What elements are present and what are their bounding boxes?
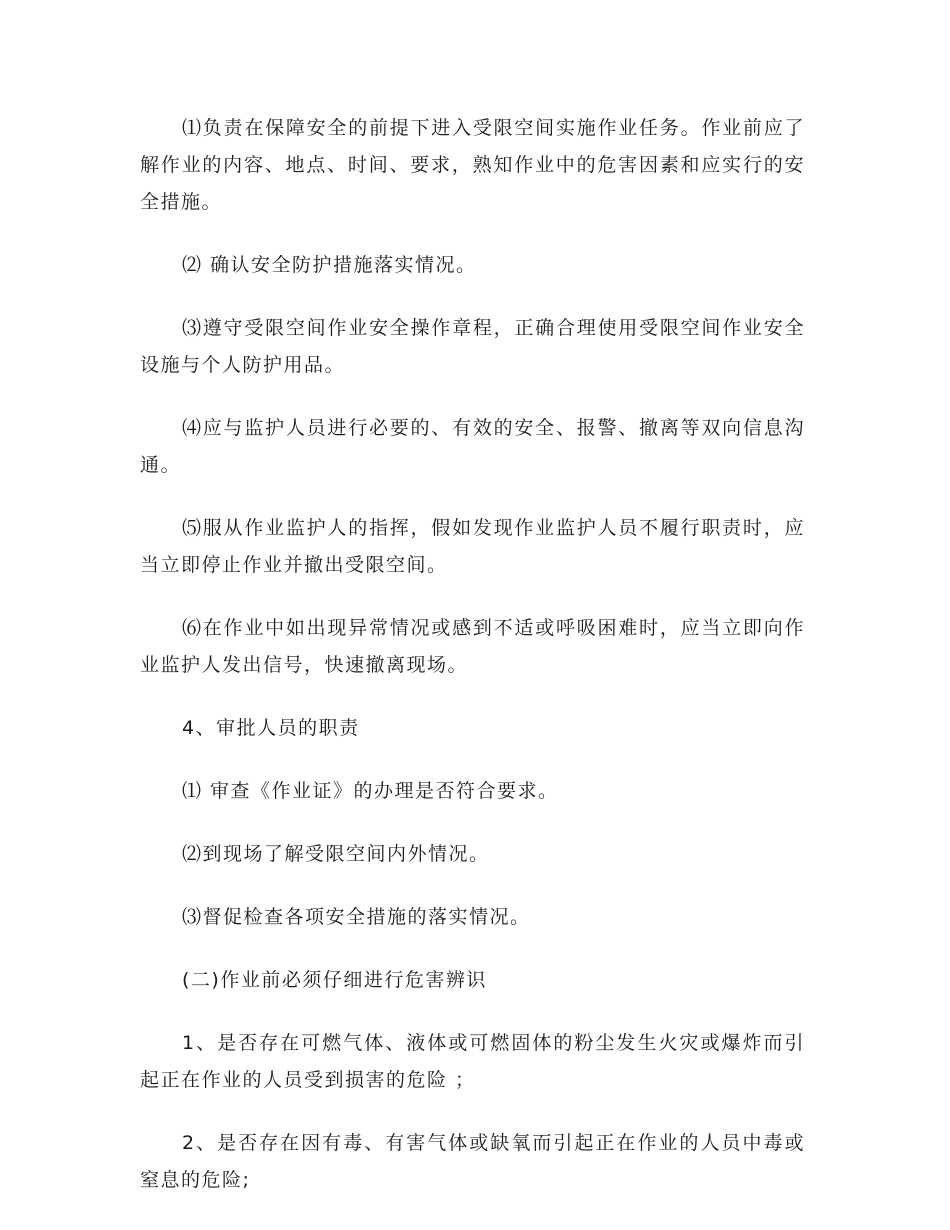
- paragraph-worker-duty-5: ⑸服从作业监护人的指挥，假如发现作业监护人员不履行职责时，应当立即停止作业并撤出受限空间。: [140, 517, 805, 576]
- paragraph-hazard-2: 2、是否存在因有毒、有害气体或缺氧而引起正在作业的人员中毒或窒息的危险;: [140, 1132, 805, 1191]
- paragraph-worker-duty-1: ⑴负责在保障安全的前提下进入受限空间实施作业任务。作业前应了解作业的内容、地点、时间、要求，熟知作业中的危害因素和应实行的安全措施。: [140, 117, 805, 213]
- paragraph-approver-duty-1: ⑴ 审查《作业证》的办理是否符合要求。: [182, 780, 559, 802]
- section-heading-hazard-identification: (二)作业前必须仔细进行危害辨识: [182, 969, 487, 991]
- paragraph-worker-duty-2: ⑵ 确认安全防护措施落实情况。: [182, 254, 477, 276]
- paragraph-hazard-1: 1、是否存在可燃气体、液体或可燃固体的粉尘发生火灾或爆炸而引起正在作业的人员受到损害的危险 ；: [140, 1032, 805, 1091]
- paragraph-worker-duty-6: ⑹在作业中如出现异常情况或感到不适或呼吸困难时，应当立即向作业监护人发出信号，快速撤离现场。: [140, 617, 805, 676]
- section-heading-approver-duties: 4、审批人员的职责: [182, 717, 360, 739]
- paragraph-worker-duty-4: ⑷应与监护人员进行必要的、有效的安全、报警、撤离等双向信息沟通。: [140, 417, 805, 476]
- document-body: [140, 110, 805, 1225]
- paragraph-worker-duty-3: ⑶遵守受限空间作业安全操作章程，正确合理使用受限空间作业安全设施与个人防护用品。: [140, 317, 805, 376]
- paragraph-approver-duty-3: ⑶督促检查各项安全措施的落实情况。: [182, 906, 531, 928]
- paragraph-approver-duty-2: ⑵到现场了解受限空间内外情况。: [182, 843, 490, 865]
